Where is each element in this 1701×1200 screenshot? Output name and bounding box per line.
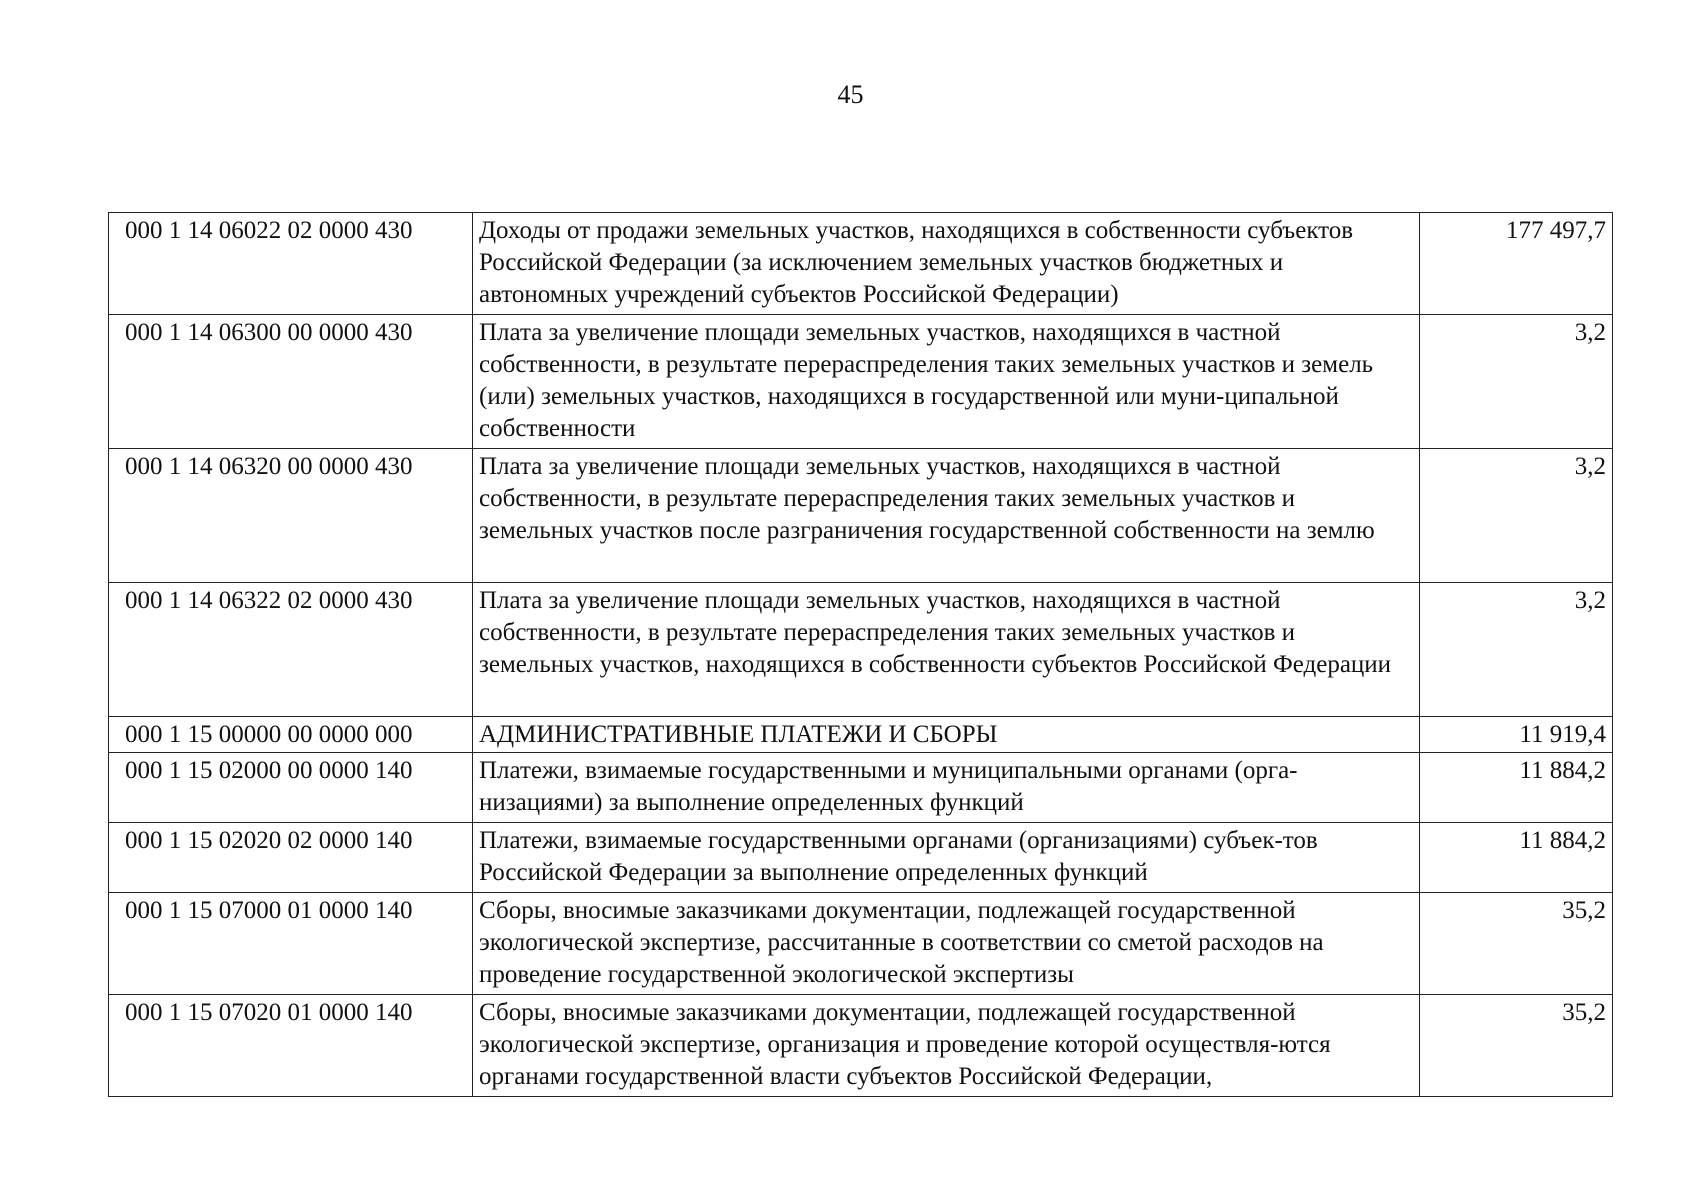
table-row: [109, 213, 1613, 315]
page-number: 45: [837, 80, 864, 109]
revenue-name: Сборы, вносимые заказчиками документации, подлежащей государственной экологической экспертизе, организация и проведение которой осуществля-ются органами государственной власти субъектов Российской Федерации,: [473, 995, 1420, 1097]
revenue-amount: 3,2: [1420, 583, 1613, 717]
classification-code: 000 1 14 06022 02 0000 430: [109, 213, 473, 315]
revenue-amount: 3,2: [1420, 449, 1613, 583]
revenue-name: Сборы, вносимые заказчиками документации, подлежащей государственной экологической экспертизе, рассчитанные в соответствии со сметой расходов на проведение государственной экологической экспертизы: [473, 893, 1420, 995]
classification-code: 000 1 15 07000 01 0000 140: [109, 893, 473, 995]
classification-code: 000 1 15 07020 01 0000 140: [109, 995, 473, 1097]
classification-code: 000 1 15 02020 02 0000 140: [109, 823, 473, 893]
classification-code: 000 1 15 00000 00 0000 000: [109, 717, 473, 753]
classification-code: 000 1 14 06300 00 0000 430: [109, 315, 473, 449]
revenue-name: АДМИНИСТРАТИВНЫЕ ПЛАТЕЖИ И СБОРЫ: [473, 717, 1420, 753]
revenue-name: Платежи, взимаемые государственными органами (организациями) субъек-тов Российской Федерации за выполнение определенных функций: [473, 823, 1420, 893]
revenue-name: Плата за увеличение площади земельных участков, находящихся в частной собственности, в результате перераспределения таких земельных участков и земельных участков, находящихся в собственности субъектов Российской Федерации: [473, 583, 1420, 717]
table-row: [109, 717, 1613, 753]
classification-code: 000 1 14 06322 02 0000 430: [109, 583, 473, 717]
revenue-amount: 35,2: [1420, 893, 1613, 995]
revenue-amount: 11 919,4: [1420, 717, 1613, 753]
revenue-name: Доходы от продажи земельных участков, находящихся в собственности субъектов Российской Федерации (за исключением земельных участков бюджетных и автономных учреждений субъектов Российской Федерации): [473, 213, 1420, 315]
classification-code: 000 1 15 02000 00 0000 140: [109, 753, 473, 823]
revenue-name: Платежи, взимаемые государственными и муниципальными органами (орга-низациями) за выполнение определенных функций: [473, 753, 1420, 823]
revenue-amount: 3,2: [1420, 315, 1613, 449]
table-row: [109, 893, 1613, 995]
classification-code: 000 1 14 06320 00 0000 430: [109, 449, 473, 583]
revenue-name: Плата за увеличение площади земельных участков, находящихся в частной собственности, в результате перераспределения таких земельных участков и земель (или) земельных участков, находящихся в государственной или муни-ципальной собственности: [473, 315, 1420, 449]
table-row: [109, 449, 1613, 583]
table-row: [109, 753, 1613, 823]
revenue-name: Плата за увеличение площади земельных участков, находящихся в частной собственности, в результате перераспределения таких земельных участков и земельных участков после разграничения государственной собственности на землю: [473, 449, 1420, 583]
table-row: [109, 823, 1613, 893]
table-row: [109, 995, 1613, 1097]
revenue-amount: 11 884,2: [1420, 823, 1613, 893]
table-row: [109, 315, 1613, 449]
budget-revenue-table: [108, 212, 1613, 1097]
revenue-amount: 177 497,7: [1420, 213, 1613, 315]
revenue-amount: 11 884,2: [1420, 753, 1613, 823]
table-row: [109, 583, 1613, 717]
revenue-amount: 35,2: [1420, 995, 1613, 1097]
